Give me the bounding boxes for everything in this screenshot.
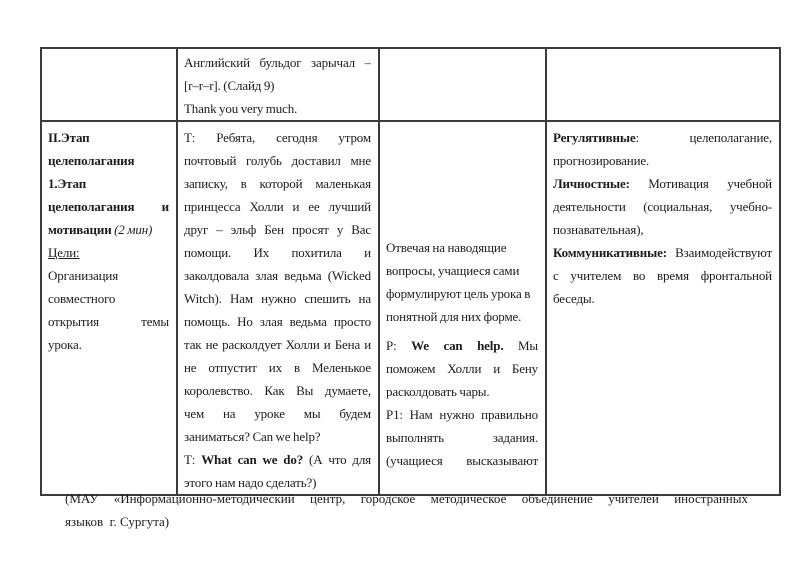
uud-regulative-text: : целеполагание,	[635, 130, 772, 145]
cell-uud	[546, 121, 780, 495]
text-line	[48, 241, 169, 264]
text-line: помощь. Но злая ведьма просто	[184, 314, 371, 329]
stage-duration: (2 мин)	[111, 222, 153, 237]
text-line	[184, 448, 371, 471]
text-line: прогнозирование.	[553, 153, 650, 168]
cell-stage-goals	[41, 121, 177, 495]
text-line: [r–r–r]. (Слайд 9)	[184, 78, 275, 93]
text-line	[553, 172, 772, 195]
stage-name-bold: мотивации	[48, 222, 112, 237]
pupil-answer-prefix: P:	[386, 338, 412, 353]
text-line: королевство. Как Вы думаете,	[184, 383, 371, 398]
footer-line: языков г. Сургута)	[65, 514, 170, 529]
text-line: Thank you very much.	[184, 101, 298, 116]
text-line: так не расколдует Холли и Бена и	[184, 337, 371, 352]
table-row-continuation	[41, 48, 780, 121]
text-line: Организация	[48, 268, 119, 283]
text-line: выполнять задания.	[386, 430, 538, 445]
text-line: целеполагания и	[48, 199, 169, 214]
pupil-answer-suffix: Мы	[503, 338, 538, 353]
cell-teacher-activity	[177, 121, 379, 495]
uud-personal-text: Мотивация учебной	[629, 176, 772, 191]
text-line: целеполагания	[48, 153, 135, 168]
teacher-question-bold: What can we do?	[201, 452, 304, 467]
table-row-stage2	[41, 121, 780, 495]
text-line: понятной для них форме.	[386, 309, 522, 324]
uud-communicative-label: Коммуникативные:	[553, 245, 667, 260]
text-line	[386, 334, 538, 357]
text-line	[48, 218, 169, 241]
lesson-plan-table-wrap	[40, 47, 781, 496]
cell-stage-empty	[41, 48, 177, 121]
text-line: P1: Нам нужно правильно	[386, 407, 538, 422]
cell-student-activity	[379, 121, 546, 495]
text-line: совместного	[48, 291, 116, 306]
uud-communicative-text: Взаимодействуют	[666, 245, 772, 260]
text-line: вопросы, учащиеся сами	[386, 263, 520, 278]
text-line: открытия темы	[48, 314, 169, 329]
text-line: друг – эльф Бен просят у Вас	[184, 222, 371, 237]
cell-teacher-activity-continuation	[177, 48, 379, 121]
teacher-question-prefix: Т:	[184, 452, 202, 467]
text-line: принцесса Холли и ее лучший	[184, 199, 371, 214]
cell-uud-empty	[546, 48, 780, 121]
text-line: Отвечая на наводящие	[386, 240, 507, 255]
text-line: 1.Этап	[48, 176, 87, 191]
text-line: с учителем во время фронтальной	[553, 268, 772, 283]
text-line: чем на уроке мы будем	[184, 406, 371, 421]
text-line: Английский бульдог зарычал –	[184, 55, 371, 70]
text-line: заниматься? Can we help?	[184, 429, 321, 444]
text-line	[553, 241, 772, 264]
text-line: помощи. Их похитила и	[184, 245, 371, 260]
cell-student-activity-empty	[379, 48, 546, 121]
teacher-question-suffix: (А что для	[303, 452, 371, 467]
text-line: заколдовала злая ведьма (Wicked	[184, 268, 371, 283]
text-line: урока.	[48, 337, 82, 352]
text-line: II.Этап	[48, 130, 90, 145]
pupil-answer-bold: We can help.	[411, 338, 504, 353]
text-line: не отпустит их в Меленькое	[184, 360, 371, 375]
goals-label: Цели:	[48, 245, 80, 260]
text-line: деятельности (социальная, учебно-	[553, 199, 772, 214]
text-line: расколдовать чары.	[386, 384, 490, 399]
text-line: записку, в которой маленькая	[184, 176, 371, 191]
text-line: познавательная),	[553, 222, 644, 237]
uud-personal-label: Личностные:	[553, 176, 630, 191]
lesson-plan-table	[40, 47, 781, 496]
footer-line: (МАУ «Информационно-методический центр, городское методическое объединение учителей иностранных	[65, 491, 748, 506]
text-line: поможем Холли и Бену	[386, 361, 538, 376]
text-line: формулируют цель урока в	[386, 286, 531, 301]
text-line: почтовый голубь доставил мне	[184, 153, 371, 168]
uud-regulative-label: Регулятивные	[553, 130, 636, 145]
text-line: (учащиеся высказывают	[386, 453, 538, 468]
text-line	[553, 126, 772, 149]
student-activity-block	[386, 236, 538, 472]
text-line: этого нам надо сделать?)	[184, 475, 317, 490]
text-line: Т: Ребята, сегодня утром	[184, 130, 371, 145]
page-footer-source-note	[65, 487, 748, 533]
text-line: Witch). Нам нужно спешить на	[184, 291, 371, 306]
text-line: беседы.	[553, 291, 595, 306]
